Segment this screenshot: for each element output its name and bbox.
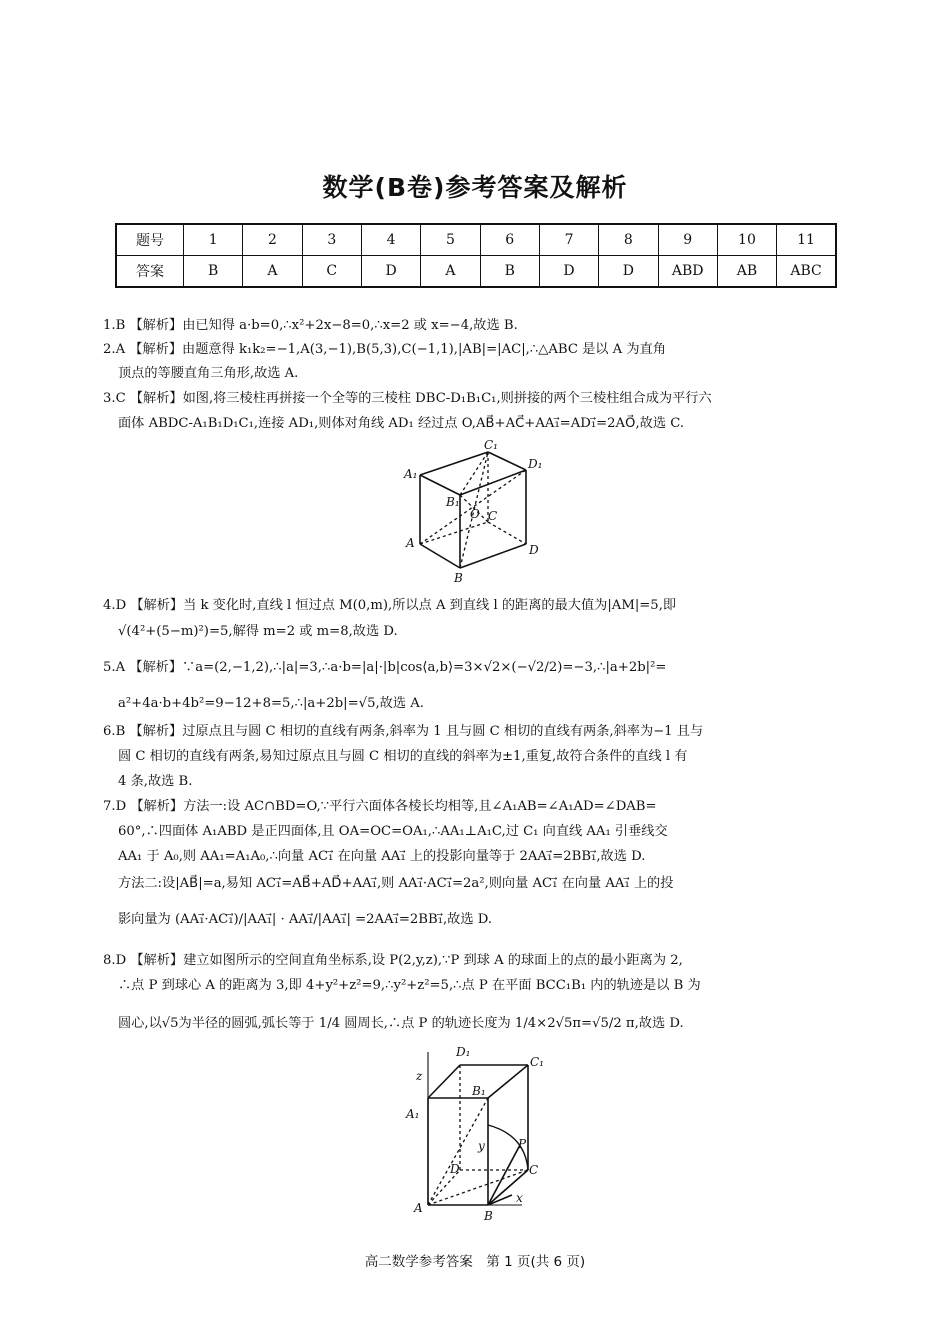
solution-line: 面体 ABDC-A₁B₁D₁C₁,连接 AD₁,则体对角线 AD₁ 经过点 O,AB⃗+AC⃗+AA₁⃗=AD₁⃗=2AO⃗,故选 C. [118, 416, 685, 431]
solution-line: 5.A 【解析】∵a=(2,−1,2),∴|a|=3,∴a·b=|a|·|b|cos⟨a,b⟩=3×√2×(−√2/2)=−3,∴|a+2b|²= [103, 660, 667, 675]
figure1-label: A₁ [404, 467, 418, 481]
solution-line: a²+4a·b+4b²=9−12+8=5,∴|a+2b|=√5,故选 A. [118, 696, 424, 711]
figure2-label: C₁ [530, 1055, 544, 1069]
solution-line: 8.D 【解析】建立如图所示的空间直角坐标系,设 P(2,y,z),∵P 到球 A 的球面上的点的最小距离为 2, [103, 953, 683, 968]
figure-parallelepiped [398, 440, 548, 585]
answer-table [115, 223, 837, 288]
table-cell: D [361, 256, 420, 288]
figure1-label: C [488, 509, 498, 523]
table-cell: A [421, 256, 480, 288]
table-cell: 11 [777, 224, 836, 256]
page-footer: 高二数学参考答案 第 1 页(共 6 页) [364, 1254, 586, 1270]
figure2-label: z [416, 1069, 423, 1083]
solution-line: 3.C 【解析】如图,将三棱柱再拼接一个全等的三棱柱 DBC-D₁B₁C₁,则拼接的两个三棱柱组合成为平行六 [103, 391, 712, 406]
figure2-label: x [516, 1191, 523, 1205]
solution-line: 60°,∴四面体 A₁ABD 是正四面体,且 OA=OC=OA₁,∴AA₁⊥A₁C,过 C₁ 向直线 AA₁ 引垂线交 [118, 824, 668, 839]
figure2-label: B [484, 1209, 493, 1223]
solution-line: √(4²+(5−m)²)=5,解得 m=2 或 m=8,故选 D. [118, 624, 398, 639]
figure2-label: C [529, 1163, 539, 1177]
figure2-label: A [414, 1201, 423, 1215]
solution-line: 1.B 【解析】由已知得 a·b=0,∴x²+2x−8=0,∴x=2 或 x=−4,故选 B. [103, 318, 518, 333]
table-cell: 9 [658, 224, 717, 256]
solution-line: 4.D 【解析】当 k 变化时,直线 l 恒过点 M(0,m),所以点 A 到直线 l 的距离的最大值为|AM|=5,即 [103, 598, 677, 613]
solution-line: 圆心,以√5为半径的圆弧,弧长等于 1/4 圆周长,∴点 P 的轨迹长度为 1/4×2√5π=√5/2 π,故选 D. [118, 1016, 684, 1031]
table-cell: 6 [480, 224, 539, 256]
table-cell: C [302, 256, 361, 288]
table-cell: B [480, 256, 539, 288]
table-cell: ABD [658, 256, 717, 288]
figure1-label: C₁ [484, 440, 498, 452]
figure2-label: B₁ [472, 1084, 486, 1098]
table-cell: D [539, 256, 598, 288]
solution-line: 圆 C 相切的直线有两条,易知过原点且与圆 C 相切的直线的斜率为±1,重复,故符合条件的直线 l 有 [118, 749, 688, 764]
solution-line: 6.B 【解析】过原点且与圆 C 相切的直线有两条,斜率为 1 且与圆 C 相切的直线有两条,斜率为−1 且与 [103, 724, 704, 739]
figure1-label: A [406, 536, 415, 550]
figure2-label: y [478, 1139, 485, 1153]
solution-line: ∴点 P 到球心 A 的距离为 3,即 4+y²+z²=9,∴y²+z²=5,∴点 P 在平面 BCC₁B₁ 内的轨迹是以 B 为 [118, 978, 701, 993]
table-cell: A [243, 256, 302, 288]
table-cell: AB [717, 256, 776, 288]
figure2-label: D₁ [456, 1045, 471, 1059]
figure2-label: D [450, 1162, 460, 1176]
table-cell: 8 [599, 224, 658, 256]
table-cell: 7 [539, 224, 598, 256]
figure1-label: O [470, 507, 480, 521]
solution-line: AA₁ 于 A₀,则 AA₁=A₁A₀,∴向量 AC₁⃗ 在向量 AA₁⃗ 上的投影向量等于 2AA₁⃗=2BB₁⃗,故选 D. [118, 849, 646, 864]
figure1-label: D [529, 543, 539, 557]
figure2-label: P [518, 1137, 527, 1151]
figure-coordinate-box [400, 1040, 550, 1225]
figure2-label: A₁ [406, 1107, 420, 1121]
solution-line: 顶点的等腰直角三角形,故选 A. [118, 366, 299, 381]
table-cell: B [184, 256, 243, 288]
table-cell: 5 [421, 224, 480, 256]
table-cell: ABC [777, 256, 836, 288]
figure1-label: B₁ [446, 495, 460, 509]
table-cell: 4 [361, 224, 420, 256]
solution-line: 7.D 【解析】方法一:设 AC∩BD=O,∵平行六面体各棱长均相等,且∠A₁AB=∠A₁AD=∠DAB= [103, 799, 657, 814]
figure1-label: D₁ [528, 457, 543, 471]
page-title: 数学(B卷)参考答案及解析 [322, 173, 628, 202]
table-cell: D [599, 256, 658, 288]
table-cell: 3 [302, 224, 361, 256]
table-cell: 10 [717, 224, 776, 256]
figure1-label: B [454, 571, 463, 585]
row-label-number: 题号 [116, 224, 184, 256]
table-row-numbers [116, 224, 836, 256]
solution-line: 方法二:设|AB⃗|=a,易知 AC₁⃗=AB⃗+AD⃗+AA₁⃗,则 AA₁⃗·AC₁⃗=2a²,则向量 AC₁⃗ 在向量 AA₁⃗ 上的投 [118, 876, 674, 891]
solution-line: 影向量为 (AA₁⃗·AC₁⃗)/|AA₁⃗| · AA₁⃗/|AA₁⃗| =2AA₁⃗=2BB₁⃗,故选 D. [118, 912, 493, 927]
solution-line: 4 条,故选 B. [118, 774, 193, 789]
table-cell: 1 [184, 224, 243, 256]
solution-line: 2.A 【解析】由题意得 k₁k₂=−1,A(3,−1),B(5,3),C(−1,1),|AB|=|AC|,∴△ABC 是以 A 为直角 [103, 342, 666, 357]
row-label-answer: 答案 [116, 256, 184, 288]
table-row-answers [116, 256, 836, 288]
table-cell: 2 [243, 224, 302, 256]
